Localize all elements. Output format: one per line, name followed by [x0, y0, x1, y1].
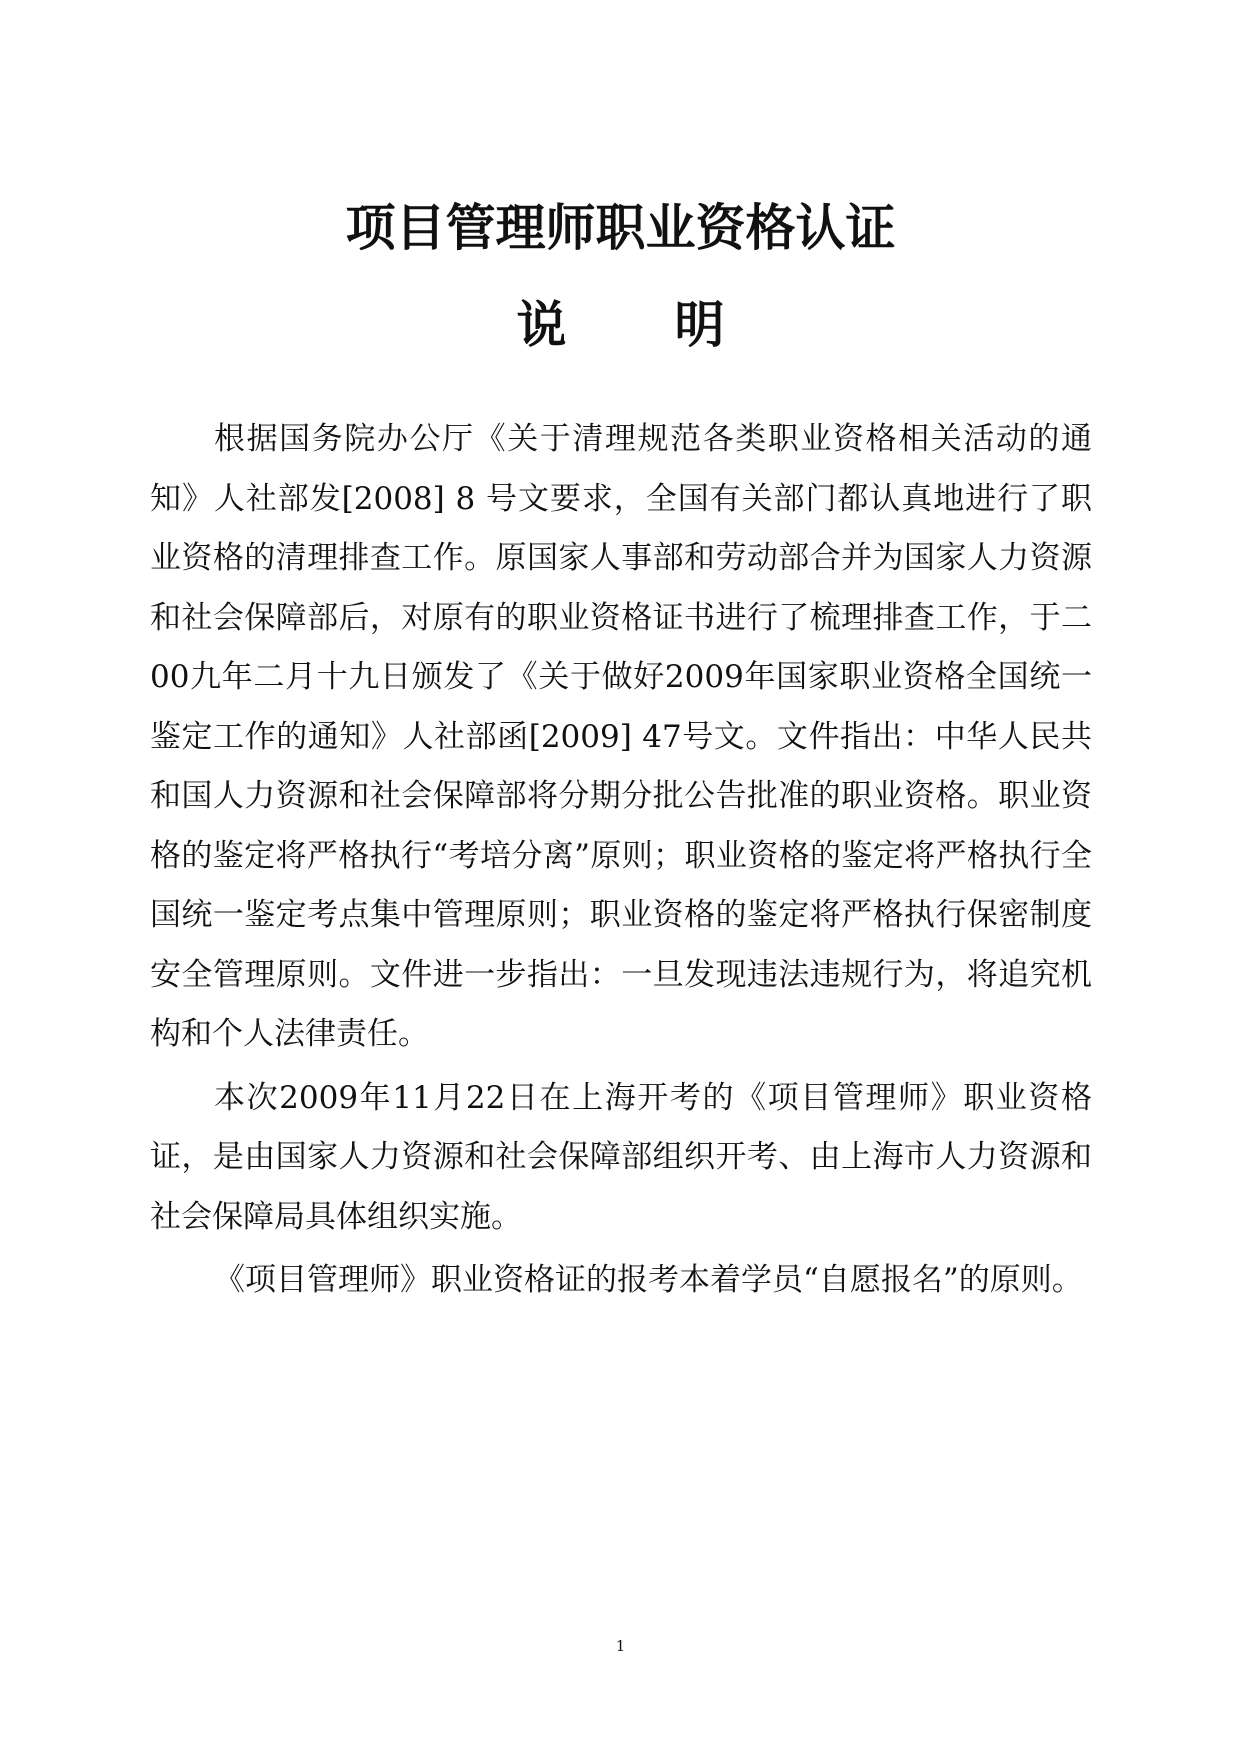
document-title: 项目管理师职业资格认证: [345, 199, 896, 257]
subtitle-right-char: 明: [674, 296, 725, 354]
subtitle-left-char: 说: [516, 296, 567, 354]
paragraph-3-before: 《项目管理师》职业资格证的报考本着学员“: [214, 1262, 819, 1298]
document-subtitle: [150, 295, 1091, 355]
paragraph-3-emphasis: 自愿报名: [818, 1262, 943, 1298]
paragraph-2: 本次2009年11月22日在上海开考的《项目管理师》职业资格证，是由国家人力资源和社会保障部组织开考、由上海市人力资源和社会保障局具体组织实施。: [150, 1079, 1092, 1235]
page-number: 1: [615, 1637, 626, 1655]
paragraph-3: [150, 1251, 1092, 1311]
paragraph-1: 根据国务院办公厅《关于清理规范各类职业资格相关活动的通知》人社部发[2008] 8 号文要求，全国有关部门都认真地进行了职业资格的清理排查工作。原国家人事部和劳动部合并为国家人力资源和社会保障部后，对原有的职业资格证书进行了梳理排查工作，于二00九年二月十九日颁发了《关于做好2009年国家职业资格全国统一鉴定工作的通知》人社部函[2009] 47号文。文件指出：中华人民共和国人力资源和社会保障部将分期分批公告批准的职业资格。职业资格的鉴定将严格执行“考培分离”原则；职业资格的鉴定将严格执行全国统一鉴定考点集中管理原则；职业资格的鉴定将严格执行保密制度安全管理原则。文件进一步指出：一旦发现违法违规行为，将追究机构和个人法律责任。: [150, 421, 1092, 1052]
document-body: [150, 410, 1092, 1311]
paragraph-3-after: ”的原则。: [942, 1262, 1083, 1298]
